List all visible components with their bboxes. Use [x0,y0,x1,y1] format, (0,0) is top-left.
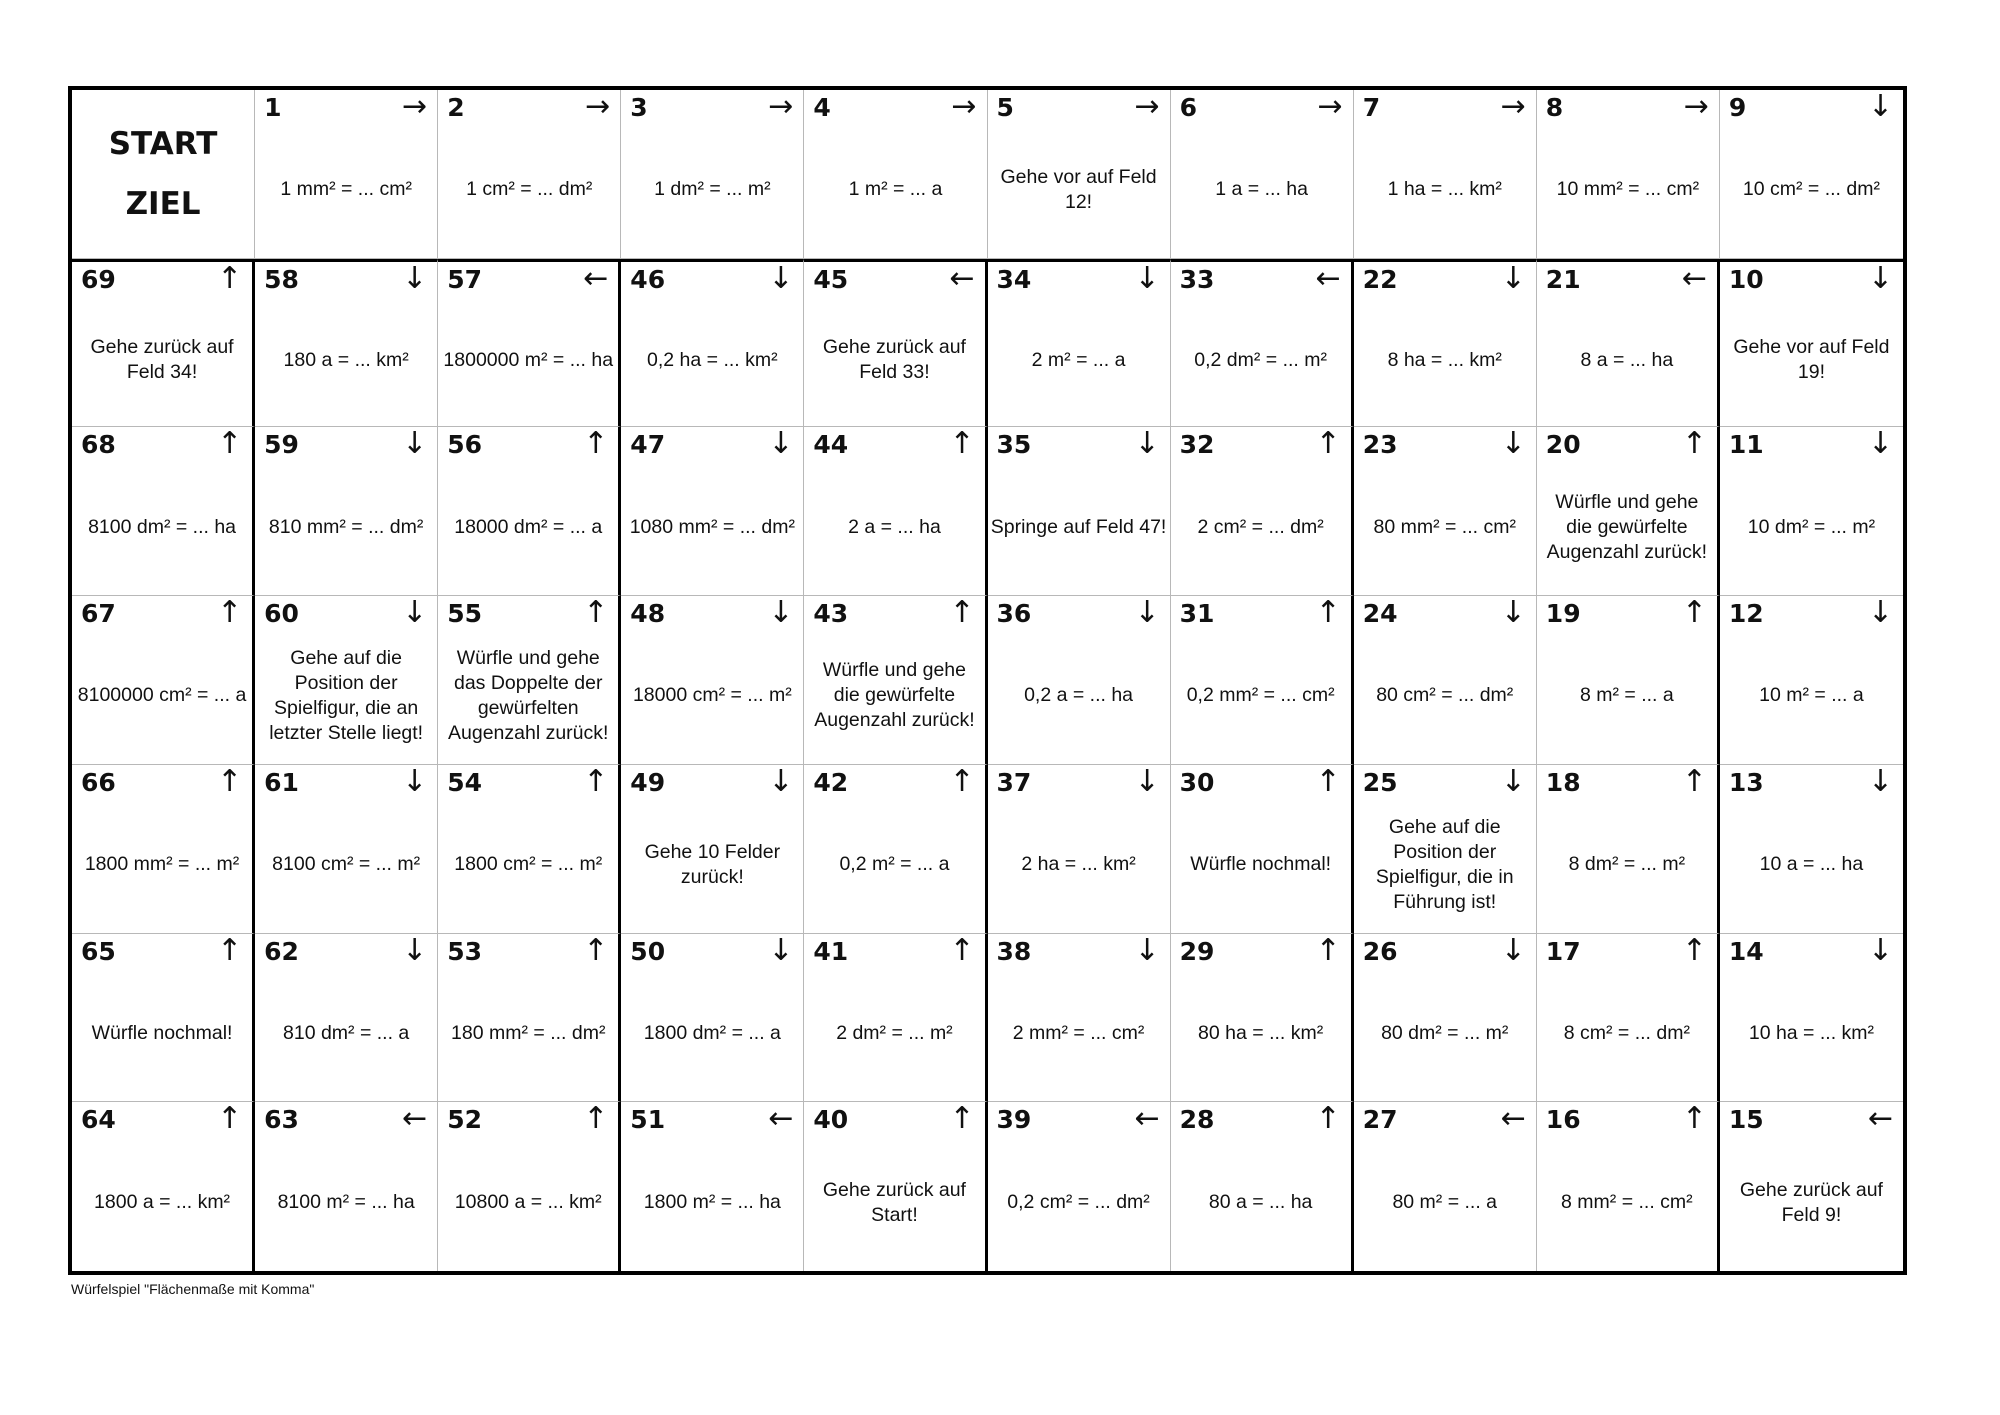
field-task: Würfle nochmal! [1190,853,1332,876]
direction-arrow-icon: ↓ [1867,260,1893,296]
field-37 [988,765,1171,934]
field-task: 180 a = ... km² [283,348,409,371]
field-number: 64 [81,1105,116,1135]
direction-arrow-icon: ↑ [949,427,975,462]
field-number: 1 [264,93,282,122]
direction-arrow-icon: ↑ [216,1102,243,1137]
direction-arrow-icon: ↓ [1134,596,1160,631]
field-9 [1720,90,1903,259]
field-task: 1800 mm² = ... m² [84,853,240,876]
field-task: 2 dm² = ... m² [836,1021,953,1044]
field-task: 0,2 dm² = ... m² [1194,348,1328,371]
field-task: 1 ha = ... km² [1387,178,1502,201]
field-task: Gehe auf die Position der Spielfigur, die an letzter Stelle liegt! [269,646,424,744]
direction-arrow-icon: ↑ [216,933,243,968]
direction-arrow-icon: ↓ [402,933,428,968]
field-66 [72,765,255,934]
field-task: Würfle und gehe das Doppelte der gewürfelten Augenzahl zurück! [448,646,609,744]
field-number: 37 [996,767,1032,797]
field-45 [804,259,987,428]
field-number: 49 [630,767,666,797]
field-number: 2 [447,93,465,122]
field-number: 3 [630,93,648,122]
field-task: 8 m² = ... a [1579,684,1674,707]
start-label: START [108,125,218,162]
direction-arrow-icon: → [951,90,977,124]
field-15 [1720,1102,1903,1271]
goal-label: ZIEL [125,185,201,222]
field-16 [1537,1102,1720,1271]
field-50 [621,934,804,1103]
field-task: 10 ha = ... km² [1748,1021,1875,1044]
field-number: 19 [1545,599,1581,629]
field-task: Gehe zurück auf Feld 33! [822,336,966,384]
field-task: 8100000 cm² = ... a [77,684,247,707]
field-25 [1354,765,1537,934]
field-7 [1354,90,1537,259]
field-31 [1171,596,1354,765]
field-10 [1720,259,1903,428]
direction-arrow-icon: ↑ [1315,1102,1341,1137]
field-task: Würfle und gehe die gewürfelte Augenzahl zurück! [814,659,975,732]
field-26 [1354,934,1537,1103]
field-5 [988,90,1171,259]
field-49 [621,765,804,934]
direction-arrow-icon: ↓ [768,933,794,968]
field-18 [1537,765,1720,934]
field-52 [438,1102,621,1271]
direction-arrow-icon: → [1500,90,1526,124]
direction-arrow-icon: → [1317,90,1343,124]
direction-arrow-icon: ↓ [1500,596,1526,631]
field-task: 1800 m² = ... ha [643,1191,781,1214]
field-22 [1354,259,1537,428]
direction-arrow-icon: ↓ [402,427,428,462]
field-62 [255,934,438,1103]
direction-arrow-icon: ↑ [949,1102,975,1137]
direction-arrow-icon: ← [1134,1102,1160,1137]
field-number: 48 [630,599,666,629]
field-3 [621,90,804,259]
field-task: 1 cm² = ... dm² [466,178,593,201]
field-number: 23 [1362,430,1398,460]
direction-arrow-icon: ← [1500,1102,1526,1137]
field-task: 1 a = ... ha [1215,178,1308,201]
field-number: 20 [1545,430,1581,460]
field-task: Gehe zurück auf Feld 34! [90,336,234,384]
direction-arrow-icon: ↑ [1315,427,1341,462]
direction-arrow-icon: ↑ [1681,764,1707,799]
field-number: 65 [81,936,116,966]
direction-arrow-icon: ↑ [1315,764,1341,799]
field-number: 55 [447,599,482,629]
direction-arrow-icon: ↑ [583,764,609,799]
field-6 [1171,90,1354,259]
field-task: Gehe vor auf Feld 12! [1000,165,1157,213]
field-34 [988,259,1171,428]
field-number: 40 [813,1105,849,1135]
direction-arrow-icon: ↑ [583,596,609,631]
field-32 [1171,427,1354,596]
direction-arrow-icon: ↓ [1500,933,1526,968]
field-33 [1171,259,1354,428]
field-task: 80 mm² = ... cm² [1373,515,1516,538]
field-task: 10800 a = ... km² [454,1191,602,1214]
field-task: Würfle nochmal! [91,1021,233,1044]
direction-arrow-icon: ↓ [1500,427,1526,462]
field-number: 17 [1545,936,1581,966]
field-number: 59 [264,430,299,460]
direction-arrow-icon: ↓ [1500,764,1526,799]
field-task: 2 mm² = ... cm² [1012,1021,1145,1044]
field-number: 32 [1179,430,1215,460]
game-board [68,86,1907,1275]
field-task: 1800 cm² = ... m² [454,853,603,876]
field-number: 39 [996,1105,1032,1135]
field-47 [621,427,804,596]
start-goal-cell [72,90,255,259]
field-51 [621,1102,804,1271]
field-number: 44 [813,430,849,460]
field-task: 8100 cm² = ... m² [272,853,421,876]
field-number: 6 [1179,93,1197,122]
field-task: 10 dm² = ... m² [1747,515,1876,538]
field-number: 29 [1179,936,1215,966]
field-task: 10 m² = ... a [1759,684,1864,707]
direction-arrow-icon: ↓ [1134,427,1160,462]
field-task: 2 ha = ... km² [1021,853,1136,876]
field-61 [255,765,438,934]
direction-arrow-icon: ↑ [949,764,975,799]
field-number: 42 [813,767,849,797]
field-number: 9 [1728,93,1747,122]
field-number: 5 [996,93,1014,122]
field-40 [804,1102,987,1271]
direction-arrow-icon: ↑ [583,933,609,968]
field-task: 0,2 mm² = ... cm² [1186,684,1335,707]
field-12 [1720,596,1903,765]
field-number: 62 [264,936,299,966]
field-number: 21 [1545,264,1581,294]
field-number: 26 [1362,936,1398,966]
field-number: 38 [996,936,1032,966]
field-number: 14 [1728,936,1764,966]
field-task: 8100 dm² = ... ha [88,515,237,538]
field-42 [804,765,987,934]
field-task: 80 ha = ... km² [1198,1021,1324,1044]
field-task: Würfle und gehe die gewürfelte Augenzahl zurück! [1546,490,1708,563]
field-task: 8 cm² = ... dm² [1563,1021,1690,1044]
field-43 [804,596,987,765]
field-number: 27 [1362,1105,1398,1135]
field-task: 10 a = ... ha [1759,853,1864,876]
direction-arrow-icon: ↑ [1681,933,1707,968]
direction-arrow-icon: → [1683,90,1709,124]
direction-arrow-icon: ← [1867,1102,1893,1137]
field-number: 10 [1728,264,1764,294]
field-task: 180 mm² = ... dm² [451,1021,606,1044]
field-task: 0,2 cm² = ... dm² [1007,1191,1150,1214]
direction-arrow-icon: ↓ [402,764,428,799]
field-48 [621,596,804,765]
direction-arrow-icon: ↓ [768,260,794,296]
direction-arrow-icon: ↓ [768,427,794,462]
field-number: 51 [630,1105,666,1135]
field-number: 4 [813,93,831,122]
direction-arrow-icon: ↑ [1315,596,1341,631]
field-63 [255,1102,438,1271]
field-number: 11 [1728,430,1764,460]
field-27 [1354,1102,1537,1271]
direction-arrow-icon: ↑ [949,596,975,631]
field-number: 66 [81,767,116,797]
field-task: Gehe auf die Position der Spielfigur, die in Führung ist! [1375,815,1514,913]
direction-arrow-icon: ↓ [1867,764,1893,799]
field-44 [804,427,987,596]
direction-arrow-icon: ↑ [583,427,609,462]
direction-arrow-icon: ↑ [583,1102,609,1137]
direction-arrow-icon: ↑ [1681,1102,1707,1137]
field-number: 67 [81,599,116,629]
field-57 [438,259,621,428]
field-number: 28 [1179,1105,1215,1135]
field-21 [1537,259,1720,428]
field-14 [1720,934,1903,1103]
field-8 [1537,90,1720,259]
direction-arrow-icon: ↓ [1867,90,1893,124]
footer-caption: Würfelspiel "Flächenmaße mit Komma" [71,1281,315,1297]
field-number: 30 [1179,767,1215,797]
direction-arrow-icon: ↑ [1681,596,1707,631]
direction-arrow-icon: ↓ [768,596,794,631]
field-23 [1354,427,1537,596]
field-task: 8100 m² = ... ha [277,1191,415,1214]
field-task: 1800000 m² = ... ha [443,348,614,371]
direction-arrow-icon: ↓ [1867,427,1893,462]
direction-arrow-icon: ↑ [216,596,243,631]
field-number: 53 [447,936,482,966]
field-number: 57 [447,264,482,294]
field-60 [255,596,438,765]
field-number: 60 [264,599,299,629]
field-task: 8 a = ... ha [1580,348,1674,371]
field-2 [438,90,621,259]
field-4 [804,90,987,259]
field-number: 46 [630,264,666,294]
field-task: 8 dm² = ... m² [1568,853,1686,876]
field-task: 2 cm² = ... dm² [1197,515,1324,538]
direction-arrow-icon: ↓ [1134,260,1160,296]
field-64 [72,1102,255,1271]
field-task: 8 mm² = ... cm² [1561,1191,1693,1214]
field-task: 2 a = ... ha [848,515,941,538]
field-30 [1171,765,1354,934]
direction-arrow-icon: ↑ [216,764,243,799]
field-19 [1537,596,1720,765]
direction-arrow-icon: → [585,90,611,124]
field-number: 13 [1728,767,1764,797]
direction-arrow-icon: ← [768,1102,794,1137]
field-35 [988,427,1171,596]
field-36 [988,596,1171,765]
direction-arrow-icon: ↓ [1867,596,1893,631]
field-number: 7 [1362,93,1381,122]
field-task: 80 dm² = ... m² [1381,1021,1509,1044]
field-task: 8 ha = ... km² [1387,348,1502,371]
direction-arrow-icon: ↓ [1500,260,1526,296]
field-39 [988,1102,1171,1271]
field-number: 18 [1545,767,1581,797]
field-28 [1171,1102,1354,1271]
field-task: 0,2 a = ... ha [1024,684,1134,707]
field-task: 80 a = ... ha [1208,1191,1313,1214]
direction-arrow-icon: ← [402,1102,428,1137]
direction-arrow-icon: → [402,90,428,124]
field-number: 33 [1179,264,1215,294]
direction-arrow-icon: → [1134,90,1160,124]
direction-arrow-icon: ← [1681,260,1707,296]
field-17 [1537,934,1720,1103]
field-task: Gehe vor auf Feld 19! [1733,336,1890,384]
field-task: 18000 dm² = ... a [454,515,603,538]
field-67 [72,596,255,765]
field-number: 15 [1728,1105,1764,1135]
field-69 [72,259,255,428]
field-task: 80 cm² = ... dm² [1376,684,1514,707]
field-number: 25 [1362,767,1398,797]
field-number: 31 [1179,599,1215,629]
direction-arrow-icon: ↑ [1681,427,1707,462]
field-number: 34 [996,264,1032,294]
field-number: 54 [447,767,482,797]
direction-arrow-icon: ← [949,260,975,296]
direction-arrow-icon: ↑ [1315,933,1341,968]
direction-arrow-icon: ↓ [402,596,428,631]
field-11 [1720,427,1903,596]
field-task: 80 m² = ... a [1392,1191,1498,1214]
field-55 [438,596,621,765]
field-65 [72,934,255,1103]
field-task: Springe auf Feld 47! [990,515,1167,538]
field-56 [438,427,621,596]
direction-arrow-icon: ↑ [216,260,243,296]
direction-arrow-icon: ← [1315,260,1341,296]
field-58 [255,259,438,428]
field-task: 1800 a = ... km² [94,1191,231,1214]
direction-arrow-icon: → [768,90,794,124]
direction-arrow-icon: ← [583,260,609,296]
field-38 [988,934,1171,1103]
field-number: 43 [813,599,849,629]
field-number: 50 [630,936,666,966]
field-number: 45 [813,264,849,294]
field-task: 1 m² = ... a [848,178,943,201]
field-1 [255,90,438,259]
field-41 [804,934,987,1103]
field-20 [1537,427,1720,596]
field-number: 8 [1545,93,1564,122]
field-task: 2 m² = ... a [1031,348,1126,371]
field-29 [1171,934,1354,1103]
field-68 [72,427,255,596]
field-number: 47 [630,430,666,460]
direction-arrow-icon: ↓ [402,260,428,296]
field-task: 0,2 ha = ... km² [647,348,778,371]
field-24 [1354,596,1537,765]
field-number: 68 [81,430,116,460]
field-task: Gehe 10 Felder zurück! [644,840,781,888]
field-task: 18000 cm² = ... m² [632,684,792,707]
field-task: 10 mm² = ... cm² [1556,178,1700,201]
field-number: 61 [264,767,299,797]
direction-arrow-icon: ↓ [768,764,794,799]
field-46 [621,259,804,428]
field-54 [438,765,621,934]
field-53 [438,934,621,1103]
field-task: 1800 dm² = ... a [643,1021,781,1044]
field-number: 58 [264,264,299,294]
field-number: 52 [447,1105,482,1135]
field-number: 16 [1545,1105,1581,1135]
field-task: 1080 mm² = ... dm² [629,515,795,538]
field-number: 24 [1362,599,1398,629]
field-task: 810 dm² = ... a [283,1021,410,1044]
field-task: 0,2 m² = ... a [839,853,950,876]
field-number: 12 [1728,599,1764,629]
field-number: 35 [996,430,1032,460]
field-number: 41 [813,936,849,966]
field-task: Gehe zurück auf Feld 9! [1739,1178,1883,1226]
direction-arrow-icon: ↓ [1134,764,1160,799]
field-task: 1 dm² = ... m² [654,178,771,201]
field-task: 1 mm² = ... cm² [280,178,412,201]
field-13 [1720,765,1903,934]
field-number: 69 [81,264,116,294]
direction-arrow-icon: ↓ [1867,933,1893,968]
direction-arrow-icon: ↑ [216,427,243,462]
field-59 [255,427,438,596]
field-number: 22 [1362,264,1398,294]
field-task: Gehe zurück auf Start! [822,1178,966,1226]
field-task: 10 cm² = ... dm² [1742,178,1880,201]
field-task: 810 mm² = ... dm² [268,515,424,538]
field-number: 36 [996,599,1032,629]
field-number: 63 [264,1105,299,1135]
direction-arrow-icon: ↑ [949,933,975,968]
direction-arrow-icon: ↓ [1134,933,1160,968]
field-number: 56 [447,430,482,460]
